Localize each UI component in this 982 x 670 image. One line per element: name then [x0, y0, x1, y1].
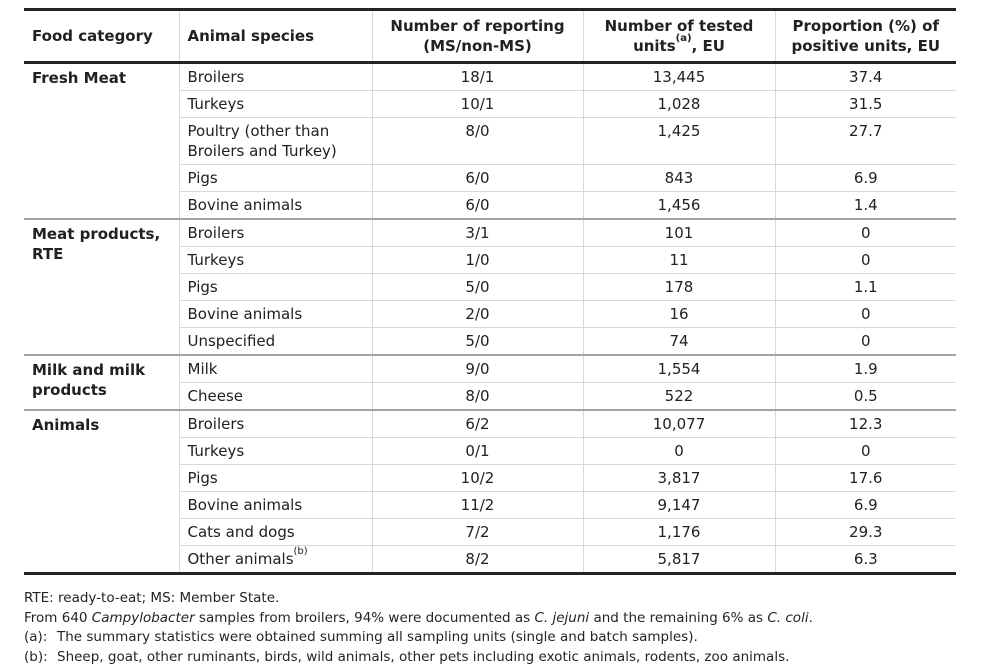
cell-category: Fresh Meat [32, 69, 127, 87]
cell-species: Bovine animals [179, 301, 372, 328]
col-header-label: positive units, EU [791, 37, 941, 55]
cell-positive: 0 [775, 328, 956, 356]
cell-positive: 0 [775, 301, 956, 328]
col-header-label: Number of tested [604, 17, 754, 35]
cell-species: Pigs [179, 465, 372, 492]
cell-tested: 522 [583, 383, 775, 411]
cell-tested: 11 [583, 247, 775, 274]
cell-reporting: 7/2 [372, 519, 583, 546]
cell-tested: 1,554 [583, 355, 775, 383]
cell-species: Unspecified [179, 328, 372, 356]
species-label: Other animals [187, 550, 294, 568]
cell-species: Poultry (other than Broilers and Turkey) [179, 118, 372, 165]
footnote-abbreviations [24, 589, 970, 609]
cell-species: Cats and dogs [179, 519, 372, 546]
cell-tested: 10,077 [583, 410, 775, 438]
cell-tested: 101 [583, 219, 775, 247]
cell-positive: 6.9 [775, 492, 956, 519]
col-header-tested-units [583, 10, 775, 63]
table-row [24, 63, 956, 91]
col-header-animal-species [179, 10, 372, 63]
col-header-label: (MS/non-MS) [423, 37, 532, 55]
footnote-marker-b: (b) [293, 546, 308, 557]
cell-tested: 1,028 [583, 91, 775, 118]
col-header-label: Proportion (%) of [792, 17, 939, 35]
cell-species: Turkeys [179, 91, 372, 118]
cell-positive: 12.3 [775, 410, 956, 438]
cell-tested: 5,817 [583, 546, 775, 574]
cell-reporting: 5/0 [372, 328, 583, 356]
footnote-text: The summary statistics were obtained summing all sampling units (single and batch samples). [57, 629, 698, 645]
cell-positive: 6.9 [775, 165, 956, 192]
footnote-species-share [24, 609, 970, 629]
cell-category: Milk and milk products [24, 355, 179, 410]
table-footnotes [24, 589, 970, 667]
cell-reporting: 1/0 [372, 247, 583, 274]
cell-reporting: 6/0 [372, 192, 583, 220]
cell-species [179, 546, 372, 574]
cell-reporting: 18/1 [372, 63, 583, 91]
cell-reporting: 0/1 [372, 438, 583, 465]
footnote-text: Sheep, goat, other ruminants, birds, wild animals, other pets including exotic animals, rodents, zoo animals. [57, 648, 790, 665]
cell-tested: 16 [583, 301, 775, 328]
cell-species: Cheese [179, 383, 372, 411]
cell-reporting: 8/0 [372, 383, 583, 411]
cell-tested: 13,445 [583, 63, 775, 91]
cell-tested: 9,147 [583, 492, 775, 519]
cell-species: Broilers [179, 219, 372, 247]
cell-category: Meat products, RTE [24, 219, 179, 355]
table-row [24, 410, 956, 438]
col-header-label: Number of reporting [390, 17, 565, 35]
footnote-b [24, 648, 970, 668]
cell-reporting: 8/0 [372, 118, 583, 165]
col-header-food-category [24, 10, 179, 63]
footnote-text-italic: C. coli [767, 609, 809, 626]
cell-reporting: 10/1 [372, 91, 583, 118]
footnote-marker-a: (a) [675, 33, 692, 44]
footnote-text: samples from broilers, 94% were documented as [194, 609, 535, 626]
cell-tested: 1,456 [583, 192, 775, 220]
footnote-text: . [808, 609, 813, 626]
cell-species: Pigs [179, 274, 372, 301]
footnote-text-italic: C. jejuni [534, 609, 590, 626]
footnote-label: (b): [24, 648, 48, 665]
table-row [24, 355, 956, 383]
cell-positive: 0 [775, 247, 956, 274]
cell-tested: 0 [583, 438, 775, 465]
col-header-label: Food category [32, 27, 153, 45]
cell-positive: 0.5 [775, 383, 956, 411]
header-row [24, 10, 956, 63]
cell-reporting: 2/0 [372, 301, 583, 328]
campylobacter-results-table [24, 8, 956, 575]
cell-species: Broilers [179, 410, 372, 438]
cell-tested: 1,176 [583, 519, 775, 546]
col-header-label: Animal species [187, 27, 315, 45]
cell-tested: 843 [583, 165, 775, 192]
col-header-reporting [372, 10, 583, 63]
footnote-text: and the remaining 6% as [589, 609, 768, 626]
footnote-text: RTE: ready-to-eat; MS: Member State. [24, 590, 280, 606]
cell-tested: 1,425 [583, 118, 775, 165]
footnote-text: From 640 [24, 609, 92, 626]
cell-positive: 29.3 [775, 519, 956, 546]
cell-reporting: 8/2 [372, 546, 583, 574]
col-header-proportion-positive [775, 10, 956, 63]
cell-reporting: 5/0 [372, 274, 583, 301]
cell-positive: 37.4 [775, 63, 956, 91]
cell-reporting: 9/0 [372, 355, 583, 383]
cell-species: Bovine animals [179, 192, 372, 220]
cell-positive: 31.5 [775, 91, 956, 118]
cell-positive: 0 [775, 219, 956, 247]
footnote-a [24, 628, 970, 648]
cell-positive: 1.4 [775, 192, 956, 220]
cell-positive: 27.7 [775, 118, 956, 165]
footnote-text-italic: Campylobacter [91, 609, 195, 626]
col-header-label: units [633, 37, 676, 55]
col-header-label: , EU [691, 37, 725, 55]
cell-positive: 1.1 [775, 274, 956, 301]
cell-category: Animals [24, 410, 179, 574]
cell-reporting: 6/0 [372, 165, 583, 192]
footnote-label: (a): [24, 629, 48, 645]
cell-positive: 0 [775, 438, 956, 465]
cell-species: Milk [179, 355, 372, 383]
cell-species: Bovine animals [179, 492, 372, 519]
cell-species: Turkeys [179, 247, 372, 274]
cell-positive: 6.3 [775, 546, 956, 574]
cell-reporting: 10/2 [372, 465, 583, 492]
cell-species: Turkeys [179, 438, 372, 465]
cell-positive: 1.9 [775, 355, 956, 383]
table-row [24, 219, 956, 247]
cell-tested: 178 [583, 274, 775, 301]
cell-reporting: 6/2 [372, 410, 583, 438]
cell-tested: 3,817 [583, 465, 775, 492]
cell-positive: 17.6 [775, 465, 956, 492]
cell-species: Broilers [179, 63, 372, 91]
cell-tested: 74 [583, 328, 775, 356]
cell-reporting: 3/1 [372, 219, 583, 247]
cell-reporting: 11/2 [372, 492, 583, 519]
cell-species: Pigs [179, 165, 372, 192]
